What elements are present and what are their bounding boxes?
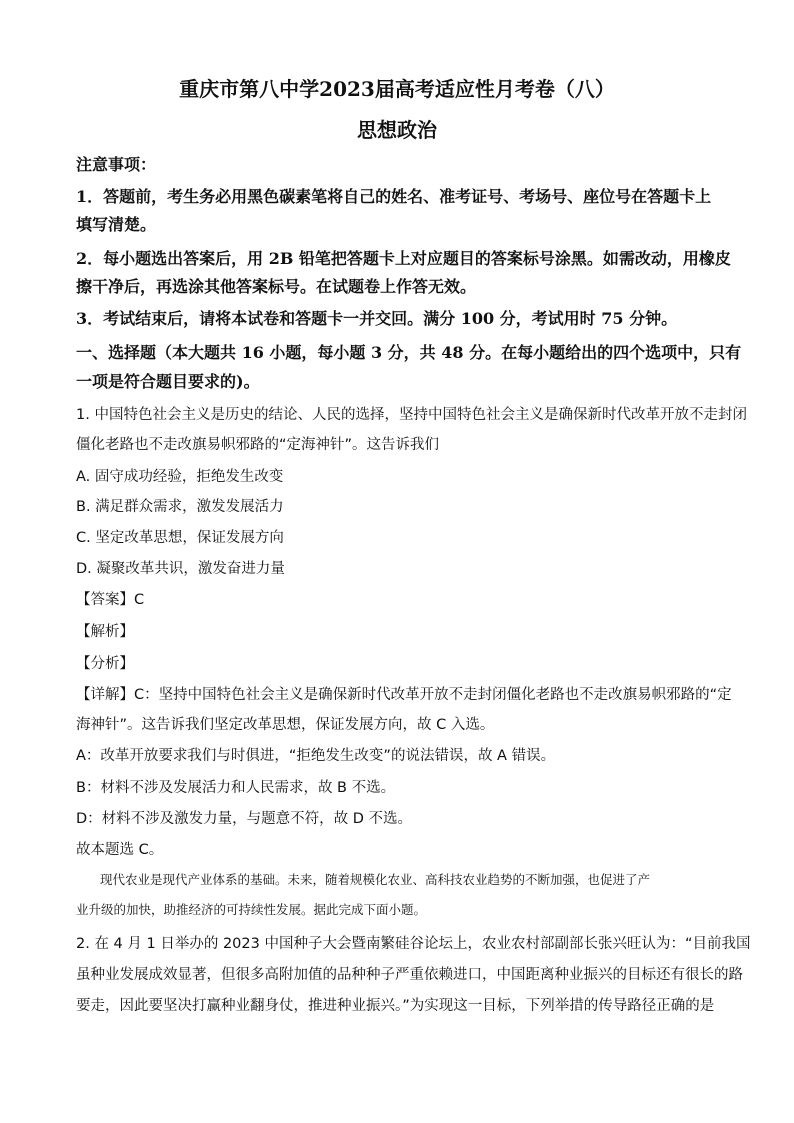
q1-option-a: A. 固守成功经验，拒绝发生改变 (76, 469, 284, 485)
q2-stem: 2. 在 4 月 1 日举办的 2023 中国种子大会暨南繁硅谷论坛上，农业农村部副部长张兴旺认为：“目前我国 (76, 936, 751, 952)
notes-heading: 注意事项： (76, 155, 157, 174)
q1-analysis-label: 【解析】 (76, 624, 134, 640)
notes-item-1: 1．答题前，考生务必用黑色碳素笔将自己的姓名、准考证号、考场号、座位号在答题卡上 (76, 187, 712, 206)
notes-item-1-cont: 填写清楚。 (76, 215, 157, 234)
q1-stem: 1. 中国特色社会主义是历史的结论、人民的选择，坚持中国特色社会主义是确保新时代改革开放不走封闭 (76, 407, 747, 423)
q1-d-explanation: D：材料不涉及激发力量，与题意不符，故 D 不选。 (76, 811, 413, 827)
subject-title: 思想政治 (357, 118, 437, 142)
q1-answer: 【答案】C (76, 592, 145, 608)
notes-item-2-cont: 擦干净后，再选涂其他答案标号。在试题卷上作答无效。 (76, 277, 477, 296)
q1-option-d: D. 凝聚改革共识，激发奋进力量 (76, 561, 285, 577)
q2-stem-line2: 虽种业发展成效显著，但很多高附加值的品种种子严重依赖进口，中国距离种业振兴的目标还有很长的路 (76, 967, 743, 983)
q1-option-b: B. 满足群众需求，激发发展活力 (76, 499, 284, 515)
section-heading: 一、选择题（本大题共 16 小题，每小题 3 分，共 48 分。在每小题给出的四个选项中，只有 (76, 343, 742, 362)
q1-detail-cont: 海神针”。这告诉我们坚定改革思想，保证发展方向，故 C 入选。 (76, 717, 495, 733)
q1-detail: 【详解】C：坚持中国特色社会主义是确保新时代改革开放不走封闭僵化老路也不走改旗易帜邪路的“定 (76, 687, 732, 703)
q1-b-explanation: B：材料不涉及发展活力和人民需求，故 B 不选。 (76, 780, 396, 796)
notes-item-3: 3．考试结束后，请将本试卷和答题卡一并交回。满分 100 分，考试用时 75 分钟。 (76, 309, 678, 328)
q1-option-c: C. 坚定改革思想，保证发展方向 (76, 530, 284, 546)
q1-conclusion: 故本题选 C。 (76, 842, 164, 858)
material-text-cont: 业升级的加快，助推经济的可持续性发展。据此完成下面小题。 (76, 902, 427, 917)
exam-title: 重庆市第八中学2023届高考适应性月考卷（八） (179, 77, 615, 101)
notes-item-2: 2．每小题选出答案后，用 2B 铅笔把答题卡上对应题目的答案标号涂黑。如需改动，用橡皮 (76, 249, 731, 268)
q1-stem-cont: 僵化老路也不走改旗易帜邪路的“定海神针”。这告诉我们 (76, 437, 440, 453)
q1-a-explanation: A：改革开放要求我们与时俱进，“拒绝发生改变”的说法错误，故 A 错误。 (76, 748, 556, 764)
q2-stem-line3: 要走，因此要坚决打赢种业翻身仗，推进种业振兴。”为实现这一目标，下列举措的传导路径正确的是 (76, 998, 715, 1014)
section-heading-cont: 一项是符合题目要求的)。 (76, 372, 260, 391)
q1-fenxi-label: 【分析】 (76, 656, 134, 672)
material-text: 现代农业是现代产业体系的基础。未来，随着规模化农业、高科技农业趋势的不断加强，也促进了产 (100, 872, 651, 887)
